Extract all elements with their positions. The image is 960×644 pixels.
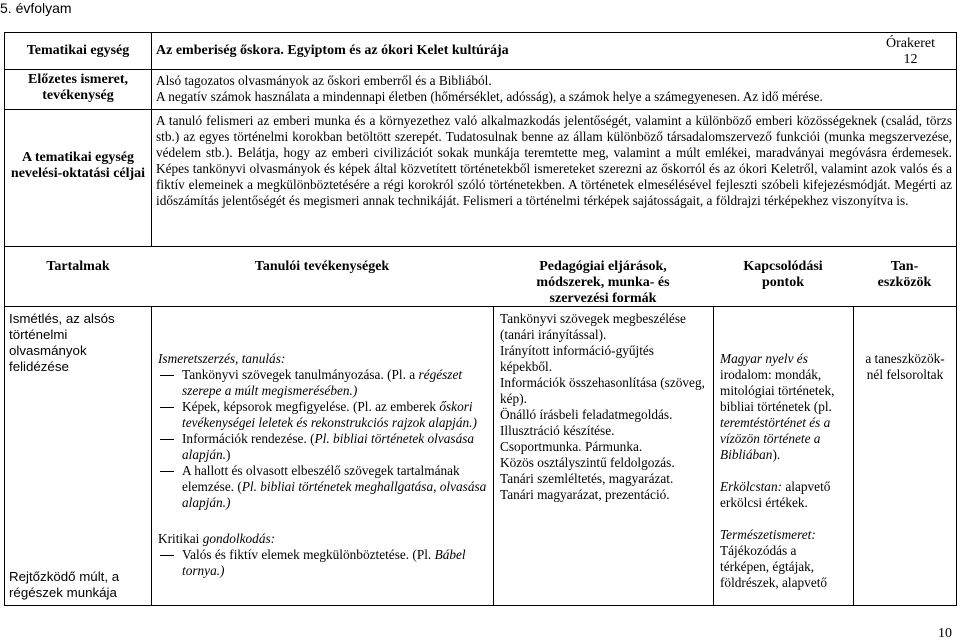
body-row — [5, 306, 956, 605]
method-line-2: Irányított információ-gyűjtés képekből. — [500, 343, 654, 374]
hours-cell — [865, 33, 956, 69]
activities-heading-1: Ismeretszerzés, tanulás: — [158, 351, 286, 366]
column-tools: Tan-eszközök — [877, 259, 932, 290]
hours-label: Órakeret — [886, 36, 935, 51]
grade-heading: 5. évfolyam — [0, 0, 72, 16]
activity-item-4: A hallott és olvasott elbeszélő szövegek tartalmának elemzése. (Pl. bibliai történetek meghallgatása, olvasása alapján.) — [158, 463, 487, 511]
column-content: Tartalmak — [46, 259, 110, 274]
activity-item-3: Információk rendezése. (Pl. bibliai történetek olvasása alapján.) — [158, 431, 487, 463]
topic-title: Az emberiség őskora. Egyiptom és az ókori Kelet kultúrája — [151, 33, 865, 69]
column-activities: Tanulói tevékenységek — [254, 259, 390, 274]
link-ethics: Erkölcstan: alapvető erkölcsi értékek. — [720, 479, 831, 510]
topic-label: Tematikai egység — [26, 43, 130, 58]
activities-list-2 — [158, 547, 487, 579]
method-line-9: Tanári magyarázat, prezentáció. — [500, 487, 670, 502]
prior-label: Előzetes ismeret, tevékenység — [27, 72, 129, 103]
link-nature: Természetismeret: Tájékozódás a térképen, égtájak, földrészek, alapvető — [720, 527, 828, 590]
goals-row — [5, 109, 956, 246]
method-line-6: Csoportmunka. Pármunka. — [500, 439, 643, 454]
goals-label: A tematikai egység nevelési-oktatási céljai — [10, 150, 146, 181]
prior-row — [5, 69, 956, 109]
activity-item-5: Valós és fiktív elemek megkülönböztetése. (Pl. Bábel tornya.) — [158, 547, 487, 579]
method-line-8: Tanári szemléltetés, magyarázat. — [500, 471, 674, 486]
hours-value: 12 — [903, 52, 918, 67]
activity-item-1: Tankönyvi szövegek tanulmányozása. (Pl. a régészet szerepe a múlt megismerésében.) — [158, 367, 487, 399]
prior-line-2: A negatív számok használata a mindennapi életben (hőmérséklet, adósság), a számok helye a számegyenesen. Az idő mérése. — [156, 89, 823, 104]
tools-text: a taneszközök-nél felsoroltak — [865, 351, 945, 382]
content-column — [5, 307, 151, 606]
method-line-3: Információk összehasonlítása (szöveg, kép). — [500, 375, 705, 406]
tools-column — [853, 307, 956, 606]
method-line-5: Illusztráció készítése. — [500, 423, 615, 438]
prior-content — [151, 70, 956, 109]
content-item-1: Ismétlés, az alsós történelmi olvasmányok felidézése — [9, 311, 115, 374]
activity-item-2: Képek, képsorok megfigyelése. (Pl. az emberek őskori tevékenységei leletek és rekonstrukciós rajzok alapján.) — [158, 399, 487, 431]
page-number: 10 — [938, 626, 952, 641]
column-header-row — [5, 246, 956, 306]
method-line-1: Tankönyvi szövegek megbeszélése (tanári irányítással). — [500, 311, 686, 342]
curriculum-table — [4, 32, 957, 606]
content-item-2: Rejtőzködő múlt, a régészek munkája — [9, 569, 120, 600]
activities-column — [151, 307, 493, 606]
activities-list-1 — [158, 367, 487, 511]
column-links: Kapcsolódási pontok — [743, 259, 823, 290]
column-methods: Pedagógiai eljárások, módszerek, munka- és szervezési formák — [536, 259, 670, 306]
links-column — [713, 307, 853, 606]
method-line-4: Önálló írásbeli feladatmegoldás. — [500, 407, 673, 422]
prior-line-1: Alsó tagozatos olvasmányok az őskori emberről és a Bibliából. — [156, 73, 492, 88]
method-line-7: Közös osztályszintű feldolgozás. — [500, 455, 675, 470]
link-hungarian: Magyar nyelv és irodalom: mondák, mitológiai történetek, bibliai történetek (pl. teremtéstörténet és a vízözön története a Bibliában). — [720, 351, 835, 462]
methods-column — [493, 307, 713, 606]
goals-text: A tanuló felismeri az emberi munka és a környezethez való alkalmazkodás jelentőségét, valamint a különböző emberi közösségeknek (család, törzs stb.) az egyes történelmi korokban betöltött szerepét. Tudatosulnak benne az állam különböző társadalomszervező funkciói (munka megszervezése, védelem stb.). Belátja, hogy az emberi civilizációt sokak munkája teremtette meg, valamint a múlt emlékei, maradványai megóvásra érdemesek. Képes tankönyvi olvasmányok és képek által közvetített történetekből ismereteket szerezni az őskorról és az ókori Keletről, valamint azok valós és a fiktív elemeinek a megkülönböztetésére a régi korokról szóló történetekben. A történetek elmesélésével fejleszti szóbeli kifejezésmódját. Megérti az időszámítás jelentőségét és megismeri annak technikáját. Felismeri a történelmi térképek sajátosságait, a földrajzi térképekhez viszonyítva is. — [151, 110, 956, 246]
topic-row — [5, 33, 956, 69]
activities-heading-2: Kritikai gondolkodás: — [158, 531, 276, 546]
